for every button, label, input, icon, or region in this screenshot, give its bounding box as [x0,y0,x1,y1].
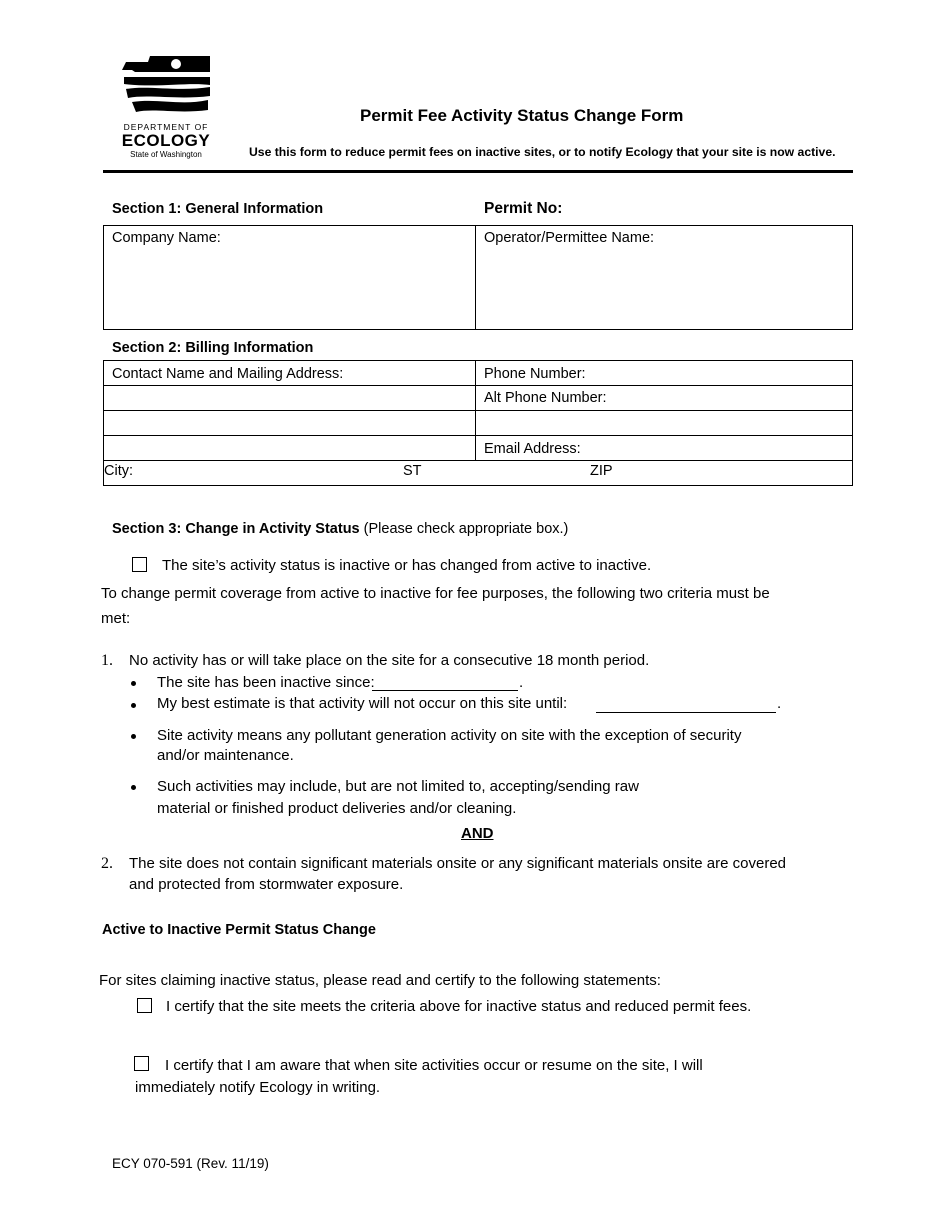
criterion2-number: 2. [101,855,113,872]
form-id: ECY 070-591 (Rev. 11/19) [112,1156,269,1171]
activity-estimate-label: My best estimate is that activity will not occur on this site until: [157,695,568,712]
company-name-field[interactable] [103,225,476,330]
section1-heading: Section 1: General Information [112,201,324,217]
certify-notify-checkbox[interactable] [134,1056,149,1071]
ecology-logo [118,52,214,162]
section3-heading-note: (Please check appropriate box.) [363,521,569,537]
section3-heading-line [112,521,568,537]
criterion1-number: 1. [101,652,113,669]
certify-criteria-checkbox[interactable] [137,998,152,1013]
certify-notify-line1: I certify that I am aware that when site activities occur or resume on the site, I will [165,1057,703,1074]
bullet-icon [131,681,136,686]
activities-include-line2: material or finished product deliveries and/or cleaning. [157,800,517,817]
bullet-icon [131,703,136,708]
logo-department-text: DEPARTMENT OF [123,122,209,132]
form-subtitle: Use this form to reduce permit fees on inactive sites, or to notify Ecology that your site is now active. [249,145,836,159]
phone-number-label: Phone Number: [484,366,586,382]
inactive-since-label: The site has been inactive since: [157,674,375,691]
zip-label: ZIP [590,463,613,479]
inactive-change-intro: For sites claiming inactive status, please read and certify to the following statements: [99,972,661,989]
billing-row-line [103,385,853,386]
logo-ecology-text: ECOLOGY [121,131,211,150]
form-title: Permit Fee Activity Status Change Form [360,106,684,125]
section3-heading: Section 3: Change in Activity Status [112,521,360,537]
permit-no-label: Permit No: [484,200,563,217]
criterion2-line1: The site does not contain significant materials onsite or any significant materials onsite are covered [129,855,787,872]
criterion2-line2: and protected from stormwater exposure. [129,876,404,893]
criteria-intro-line2: met: [101,610,131,627]
billing-row-line [103,460,853,461]
site-activity-line2: and/or maintenance. [157,747,294,764]
company-name-label: Company Name: [112,230,221,246]
contact-address-label: Contact Name and Mailing Address: [112,366,344,382]
criteria-intro-line1: To change permit coverage from active to inactive for fee purposes, the following two criteria must be [101,585,770,602]
city-label: City: [104,463,133,479]
criterion1-text: No activity has or will take place on the site for a consecutive 18 month period. [129,652,650,669]
billing-row-line [103,435,853,436]
site-activity-line1: Site activity means any pollutant generation activity on site with the exception of security [157,727,742,744]
state-label: ST [403,463,422,479]
inactive-status-text: The site’s activity status is inactive or has changed from active to inactive. [162,557,652,574]
section2-heading: Section 2: Billing Information [112,340,314,356]
header-divider [103,170,853,173]
inactive-change-heading: Active to Inactive Permit Status Change [102,922,376,938]
email-address-label: Email Address: [484,441,581,457]
operator-name-field[interactable] [475,225,853,330]
activity-estimate-input[interactable] [596,711,776,713]
and-label: AND [461,825,494,842]
logo-state-text: State of Washington [130,150,202,159]
washington-state-logo-icon [118,52,214,118]
alt-phone-label: Alt Phone Number: [484,390,607,406]
certify-notify-line2: immediately notify Ecology in writing. [135,1079,381,1096]
bullet-icon [131,785,136,790]
operator-name-label: Operator/Permittee Name: [484,230,655,246]
period-text: . [519,674,524,691]
certify-criteria-text: I certify that the site meets the criteria above for inactive status and reduced permit fees. [166,998,752,1015]
inactive-status-checkbox[interactable] [132,557,147,572]
period-text: . [777,695,782,712]
inactive-since-input[interactable] [372,689,518,691]
bullet-icon [131,734,136,739]
billing-row-line [103,410,853,411]
activities-include-line1: Such activities may include, but are not limited to, accepting/sending raw [157,778,639,795]
